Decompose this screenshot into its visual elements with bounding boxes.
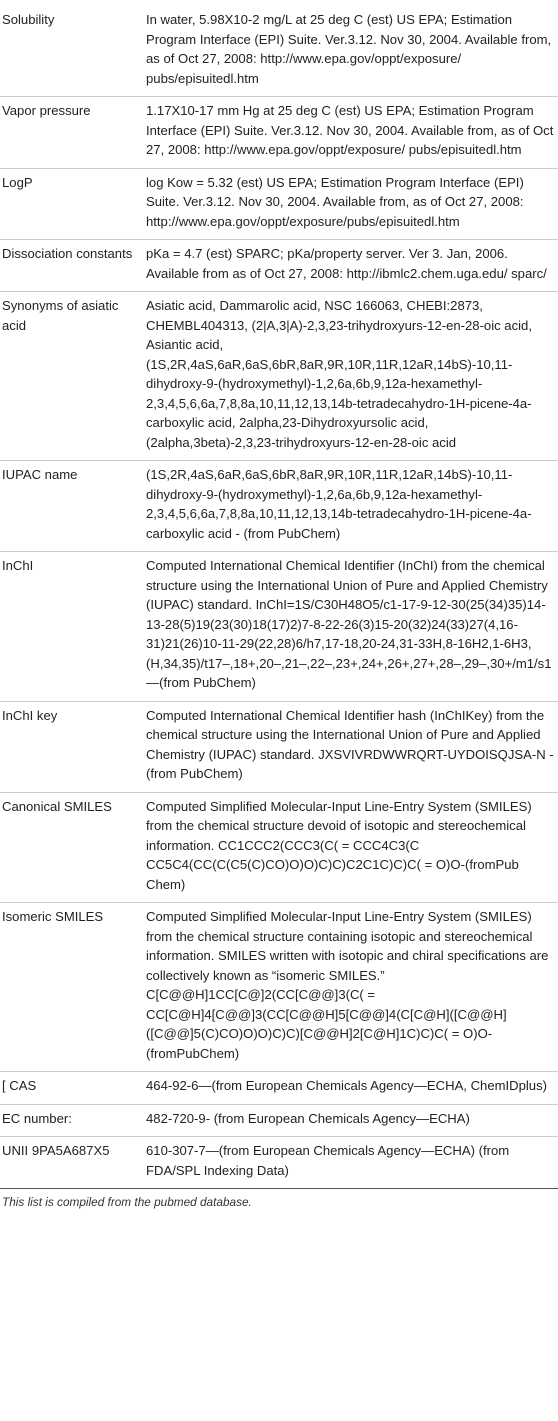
table-row-iupac-name (0, 461, 558, 552)
row-label: Isomeric SMILES (2, 909, 104, 924)
row-label: Solubility (2, 12, 55, 27)
table-row-ec-number (0, 1104, 558, 1137)
row-value: 610-307-7—(from European Chemicals Agency—ECHA) (from FDA/SPL Indexing Data) (146, 1143, 510, 1178)
row-label: Synonyms of asiatic acid (2, 298, 119, 333)
row-label: [ CAS (2, 1078, 37, 1093)
row-value: pKa = 4.7 (est) SPARC; pKa/property server. Ver 3. Jan, 2006. Available from as of Oct 27, 2008: http://ibmlc2.chem.uga.edu/ sparc/ (146, 246, 547, 281)
table-row-logp (0, 168, 558, 240)
table-row-synonyms (0, 292, 558, 461)
row-value: 1.17X10-17 mm Hg at 25 deg C (est) US EPA; Estimation Program Interface (EPI) Suite. Ver.3.12. Nov 30, 2004. Available from, as of Oct 27, 2008: http://www.epa.gov/oppt/exposure/ pubs/episuitedl.htm (146, 103, 554, 157)
row-label: EC number: (2, 1110, 72, 1126)
table-row-solubility (0, 6, 558, 97)
table-row-dissociation-constants (0, 240, 558, 292)
row-label: UNII 9PA5A687X5 (2, 1143, 110, 1158)
row-value: Computed Simplified Molecular-Input Line-Entry System (SMILES) from the chemical structure containing isotopic and stereochemical information. SMILES written with isotopic and chiral specifications are collectively known as “isomeric SMILES.” C[C@@H]1CC[C@]2(CC[C@@]3(C( = CC[C@H]4[C@@]3(CC[C@@H]5[C@@]4(C[C@H]([C@@H]([C@@]5(C)CO)O)O)C)C)[C@@H]2[C@H]1C)C)C( = O)O-(fromPubChem) (146, 909, 549, 1061)
row-value: Asiatic acid, Dammarolic acid, NSC 166063, CHEBI:2873, CHEMBL404313, (2|A,3|A)-2,3,23-trihydroxyurs-12-en-28-oic acid, Asiantic acid, (1S,2R,4aS,6aR,6aS,6bR,8aR,9R,10R,11R,12aR,14bS)-10,11-dihydroxy-9-(hydroxymethyl)-1,2,6a,6b,9,12a-hexamethyl-2,3,4,5,6,6a,7,8,8a,10,11,12,13,14b-tetradecahydro-1H-picene-4a-carboxylic acid, 2alpha,23-Dihydroxyursolic acid, (2alpha,3beta)-2,3,23-trihydroxyurs-12-en-28-oic acid (146, 298, 532, 450)
table-row-unii (0, 1137, 558, 1189)
row-label: Vapor pressure (2, 103, 91, 118)
table-row-vapor-pressure (0, 97, 558, 169)
row-value: 464-92-6—(from European Chemicals Agency—ECHA, ChemIDplus) (146, 1078, 547, 1093)
properties-table (0, 6, 558, 1189)
row-value: Computed Simplified Molecular-Input Line-Entry System (SMILES) from the chemical structure devoid of isotopic and stereochemical information. CC1CCC2(CCC3(C( = CCC4C3(C CC5C4(CC(C(C5(C)CO)O)O)C)C)C2C1C)C)C( = O)O-(fromPub Chem) (146, 798, 532, 892)
row-label: Canonical SMILES (2, 798, 112, 814)
table-row-cas (0, 1072, 558, 1105)
row-label: LogP (2, 174, 33, 190)
row-value: Computed International Chemical Identifier hash (InChIKey) from the chemical structure using the International Union of Pure and Applied Chemistry (IUPAC) standard. JXSVIVRDWWRQRT-UYDOISQJSA-N - (from PubChem) (146, 707, 554, 781)
row-value: (1S,2R,4aS,6aR,6aS,6bR,8aR,9R,10R,11R,12aR,14bS)-10,11-dihydroxy-9-(hydroxymethyl)-1,2,6a,6b,9,12a-hexamethyl-2,3,4,5,6,6a,7,8,8a,10,11,12,13,14b-tetradecahydro-1H-picene-4a-carboxylic acid - (from PubChem) (146, 467, 532, 541)
row-value: In water, 5.98X10-2 mg/L at 25 deg C (est) US EPA; Estimation Program Interface (EPI) Suite. Ver.3.12. Nov 30, 2004. Available from, as of Oct 27, 2008: http://www.epa.gov/oppt/exposure/ pubs/episuitedl.htm (146, 12, 552, 86)
table-row-inchi-key (0, 701, 558, 792)
row-label: InChI key (2, 707, 58, 723)
row-label: IUPAC name (2, 467, 78, 482)
row-value: Computed International Chemical Identifier (InChI) from the chemical structure using the International Union of Pure and Applied Chemistry (IUPAC) standard. InChI=1S/C30H48O5/c1-17-9-12-30(25(34)35)14-13-28(5)19(23(30)18(17)2)7-8-22-26(3)15-20(32)24(33)27(4,16-31)21(26)10-11-29(22,28)6/h7,17-18,20-24,31-33H,8-16H2,1-6H3,(H,34,35)/t17–,18+,20–,21–,22–,23+,24+,26+,27+,28–,29–,30+/m1/s1—(from PubChem) (146, 558, 552, 690)
table-row-isomeric-smiles (0, 903, 558, 1072)
row-value: log Kow = 5.32 (est) US EPA; Estimation Program Interface (EPI) Suite. Ver.3.12. Nov 30, 2004. Available from, as of Oct 27, 2008: http://www.epa.gov/oppt/exposure/pubs/episuitedl.htm (146, 174, 524, 229)
table-row-inchi (0, 552, 558, 702)
table-row-canonical-smiles (0, 792, 558, 903)
row-value: 482-720-9- (from European Chemicals Agency—ECHA) (146, 1110, 470, 1126)
table-footnote: This list is compiled from the pubmed database. (2, 1195, 252, 1209)
row-label: InChI (2, 558, 34, 573)
row-label: Dissociation constants (2, 246, 133, 261)
